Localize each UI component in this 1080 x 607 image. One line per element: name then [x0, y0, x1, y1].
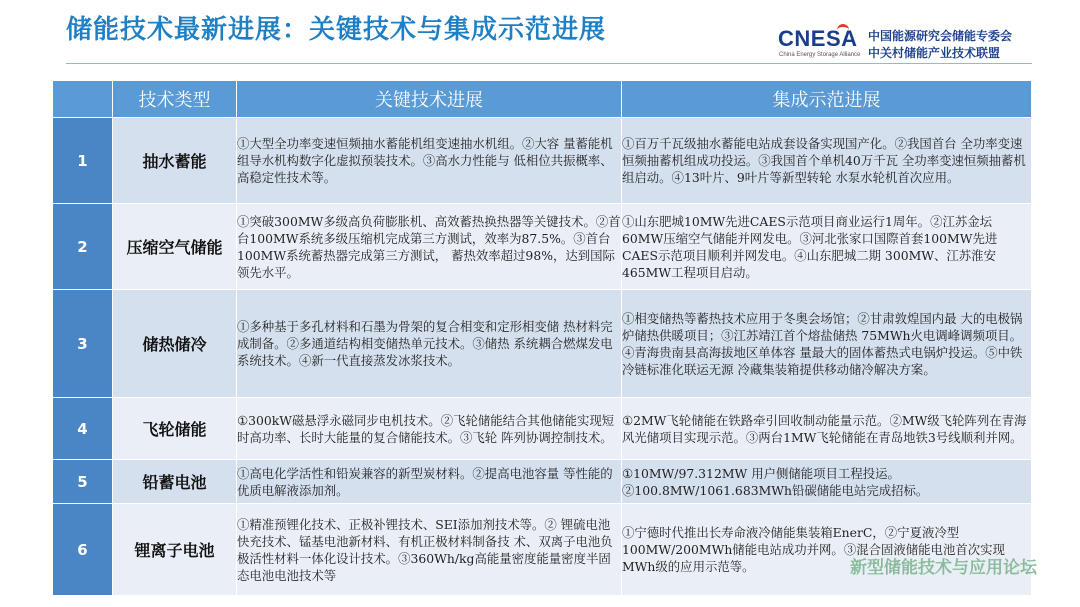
logo-cn-line2: 中关村储能产业技术联盟: [868, 46, 1001, 60]
tech-type: 铅蓄电池: [113, 460, 237, 504]
table-header-row: [53, 81, 1032, 118]
row-number: 1: [53, 118, 113, 204]
key-tech-text: ①多种基于多孔材料和石墨为骨架的复合相变和定形相变储 热材料完成制备。②多通道结构相变储热单元技术。③储热 系统耦合燃煤发电系统技术。④新一代直接蒸发冰浆技术。: [237, 319, 613, 368]
table-row: [53, 398, 1032, 460]
key-tech-text: ①300kW磁悬浮永磁同步电机技术。②飞轮储能结合其他储能实现短时高功率、长时大能量的复合储能技术。③飞轮 阵列协调控制技术。: [237, 412, 615, 445]
watermark: 新型储能技术与应用论坛: [850, 558, 1037, 578]
demo-text: ①相变储热等蓄热技术应用于冬奥会场馆；②甘肃敦煌国内最 大的电极锅炉储热供暖项目；③江苏靖江首个熔盐储热 75MWh火电调峰调频项目。④青海贵南县高海拔地区单体容 量最大的固体蓄热式电锅炉投运。⑤中铁冷链标准化联运无源 冷藏集装箱提供移动储冷解决方案。: [622, 310, 1023, 377]
table-row: [53, 204, 1032, 290]
header-demo: 集成示范进展: [622, 81, 1032, 118]
tech-type: 飞轮储能: [113, 398, 237, 460]
header-num: [53, 81, 113, 118]
logo-arc-icon: [837, 24, 849, 36]
row-number: 4: [53, 398, 113, 460]
row-number: 2: [53, 204, 113, 290]
progress-table: [52, 80, 1032, 596]
demo-cell: [622, 460, 1032, 504]
table-row: [53, 118, 1032, 204]
tech-type: 储热储冷: [113, 290, 237, 398]
demo-cell: [622, 290, 1032, 398]
row-number: 5: [53, 460, 113, 504]
demo-cell: [622, 504, 1032, 596]
tech-type: 压缩空气储能: [113, 204, 237, 290]
table-row: [53, 504, 1032, 596]
key-tech-text: ①精准预锂化技术、正极补锂技术、SEI添加剂技术等。② 锂硫电池快充技术、锰基电池新材料、有机正极材料制备技 术、双离子电池负极活性材料一体化设计技术。③360Wh/kg高能量密度能量密度半固态电池电池技术等: [237, 516, 613, 583]
demo-cell: [622, 398, 1032, 460]
demo-text: ①山东肥城10MW先进CAES示范项目商业运行1周年。②江苏金坛60MW压缩空气储能并网发电。③河北张家口国際首套100MW先进CAES示范项目顺利并网发电。④山东肥城二期 300MW、江苏淮安465MW工程项目启动。: [622, 213, 998, 280]
tech-type: 锂离子电池: [113, 504, 237, 596]
header-type: 技术类型: [113, 81, 237, 118]
key-tech-cell: [237, 204, 622, 290]
logo-subtitle: China Energy Storage Alliance: [779, 52, 861, 58]
key-tech-cell: [237, 290, 622, 398]
row-number: 3: [53, 290, 113, 398]
demo-cell: [622, 204, 1032, 290]
key-tech-text: ①大型全功率变速恒频抽水蓄能机组变速抽水机组。②大容 量蓄能机组导水机构数字化虚拟预装技术。③高水力性能与 低相位共振概率、高稳定性技术等。: [237, 136, 613, 185]
cnesa-logo: [778, 24, 1038, 62]
key-tech-cell: [237, 118, 622, 204]
demo-text: ①宁德时代推出长寿命液冷储能集装箱EnerC，②宁夏液冷型 100MW/200MWh储能电站成功并网。③混合固液储能电池首次实现MWh级的应用示范等。: [622, 525, 1005, 574]
key-tech-cell: [237, 504, 622, 596]
key-tech-text: ①突破300MW多级高负荷膨胀机、高效蓄热换热器等关键技术。②首台100MW系统多级压缩机完成第三方测试，效率为87.5%。③首台100MW系统蓄热器完成第三方测试， 蓄热效率超过98%，达到国际领先水平。: [237, 213, 621, 280]
page-title: 储能技术最新进展：关键技术与集成示范进展: [66, 15, 607, 45]
header-key-tech: 关键技术进展: [237, 81, 622, 118]
demo-text: ①10MW/97.312MW 用户侧储能项目工程投运。②100.8MW/1061.683MWh铅碳储能电站完成招标。: [622, 465, 929, 498]
demo-text: ①百万千瓦级抽水蓄能电站成套设备实现国产化。②我国首台 全功率变速恒频抽蓄机组成功投运。③我国首个单机40万千瓦 全功率变速恒频抽蓄机组启动。④13叶片、9叶片等新型转轮 水泵水轮机首次应用。: [622, 136, 1026, 185]
tech-type: 抽水蓄能: [113, 118, 237, 204]
table-row: [53, 290, 1032, 398]
key-tech-text: ①高电化学活性和铅炭兼容的新型炭材料。②提高电池容量 等性能的优质电解液添加剂。: [237, 465, 613, 498]
demo-text: ①2MW飞轮储能在铁路牵引回收制动能量示范。②MW级飞轮阵列在青海风光储项目实现示范。③两台1MW飞轮储能在青岛地铁3号线顺利并网。: [622, 412, 1027, 445]
key-tech-cell: [237, 398, 622, 460]
row-number: 6: [53, 504, 113, 596]
title-divider: [66, 63, 1032, 64]
key-tech-cell: [237, 460, 622, 504]
logo-mark: CNESA: [778, 26, 858, 51]
logo-cn-line1: 中国能源研究会储能专委会: [868, 29, 1013, 43]
demo-cell: [622, 118, 1032, 204]
table-row: [53, 460, 1032, 504]
